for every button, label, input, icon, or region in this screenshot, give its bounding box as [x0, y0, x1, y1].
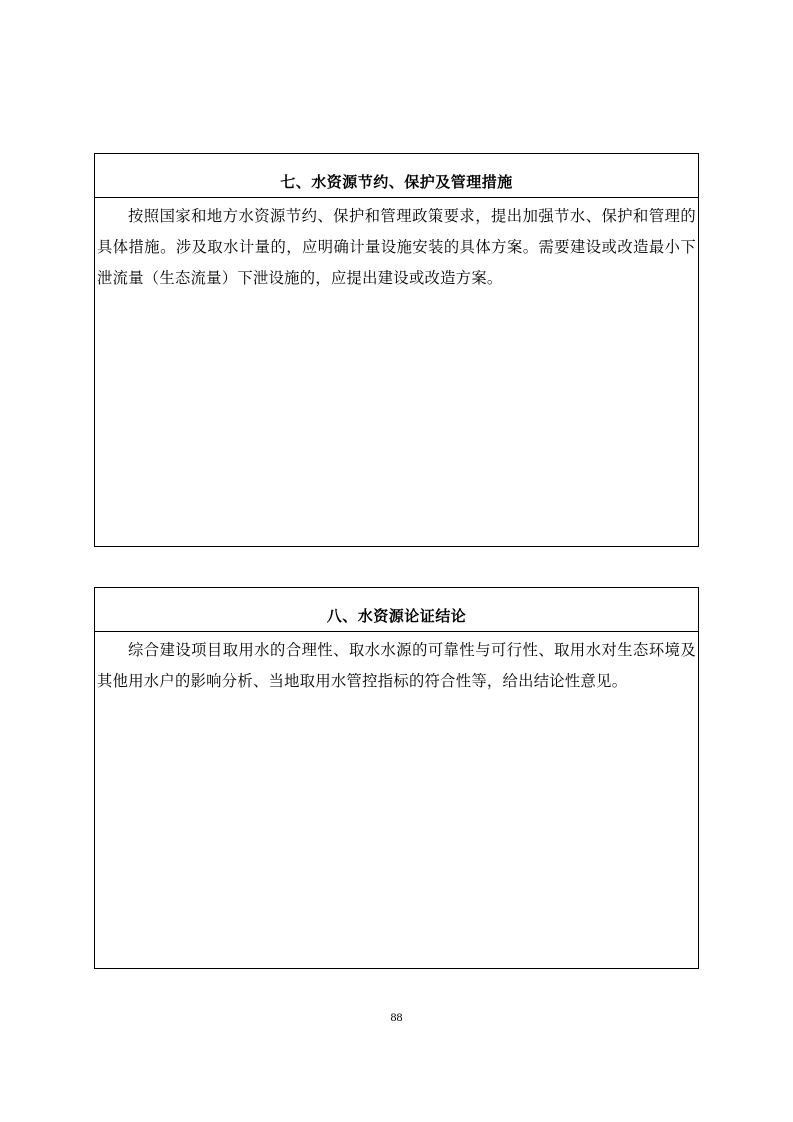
section-body-text: 按照国家和地方水资源节约、保护和管理政策要求，提出加强节水、保护和管理的具体措施。涉及取水计量的，应明确计量设施安装的具体方案。需要建设或改造最小下泄流量（生态流量）下泄设施的，应提出建设或改造方案。: [97, 207, 696, 287]
section-heading: 七、水资源节约、保护及管理措施: [95, 154, 698, 198]
page-number: 88: [390, 1010, 403, 1024]
section-body-text: 综合建设项目取用水的合理性、取水水源的可靠性与可行性、取用水对生态环境及其他用水户的影响分析、当地取用水管控指标的符合性等，给出结论性意见。: [97, 641, 696, 690]
section-heading: 八、水资源论证结论: [95, 588, 698, 632]
section-conclusion: [94, 587, 699, 969]
section-water-conservation-measures: [94, 153, 699, 547]
